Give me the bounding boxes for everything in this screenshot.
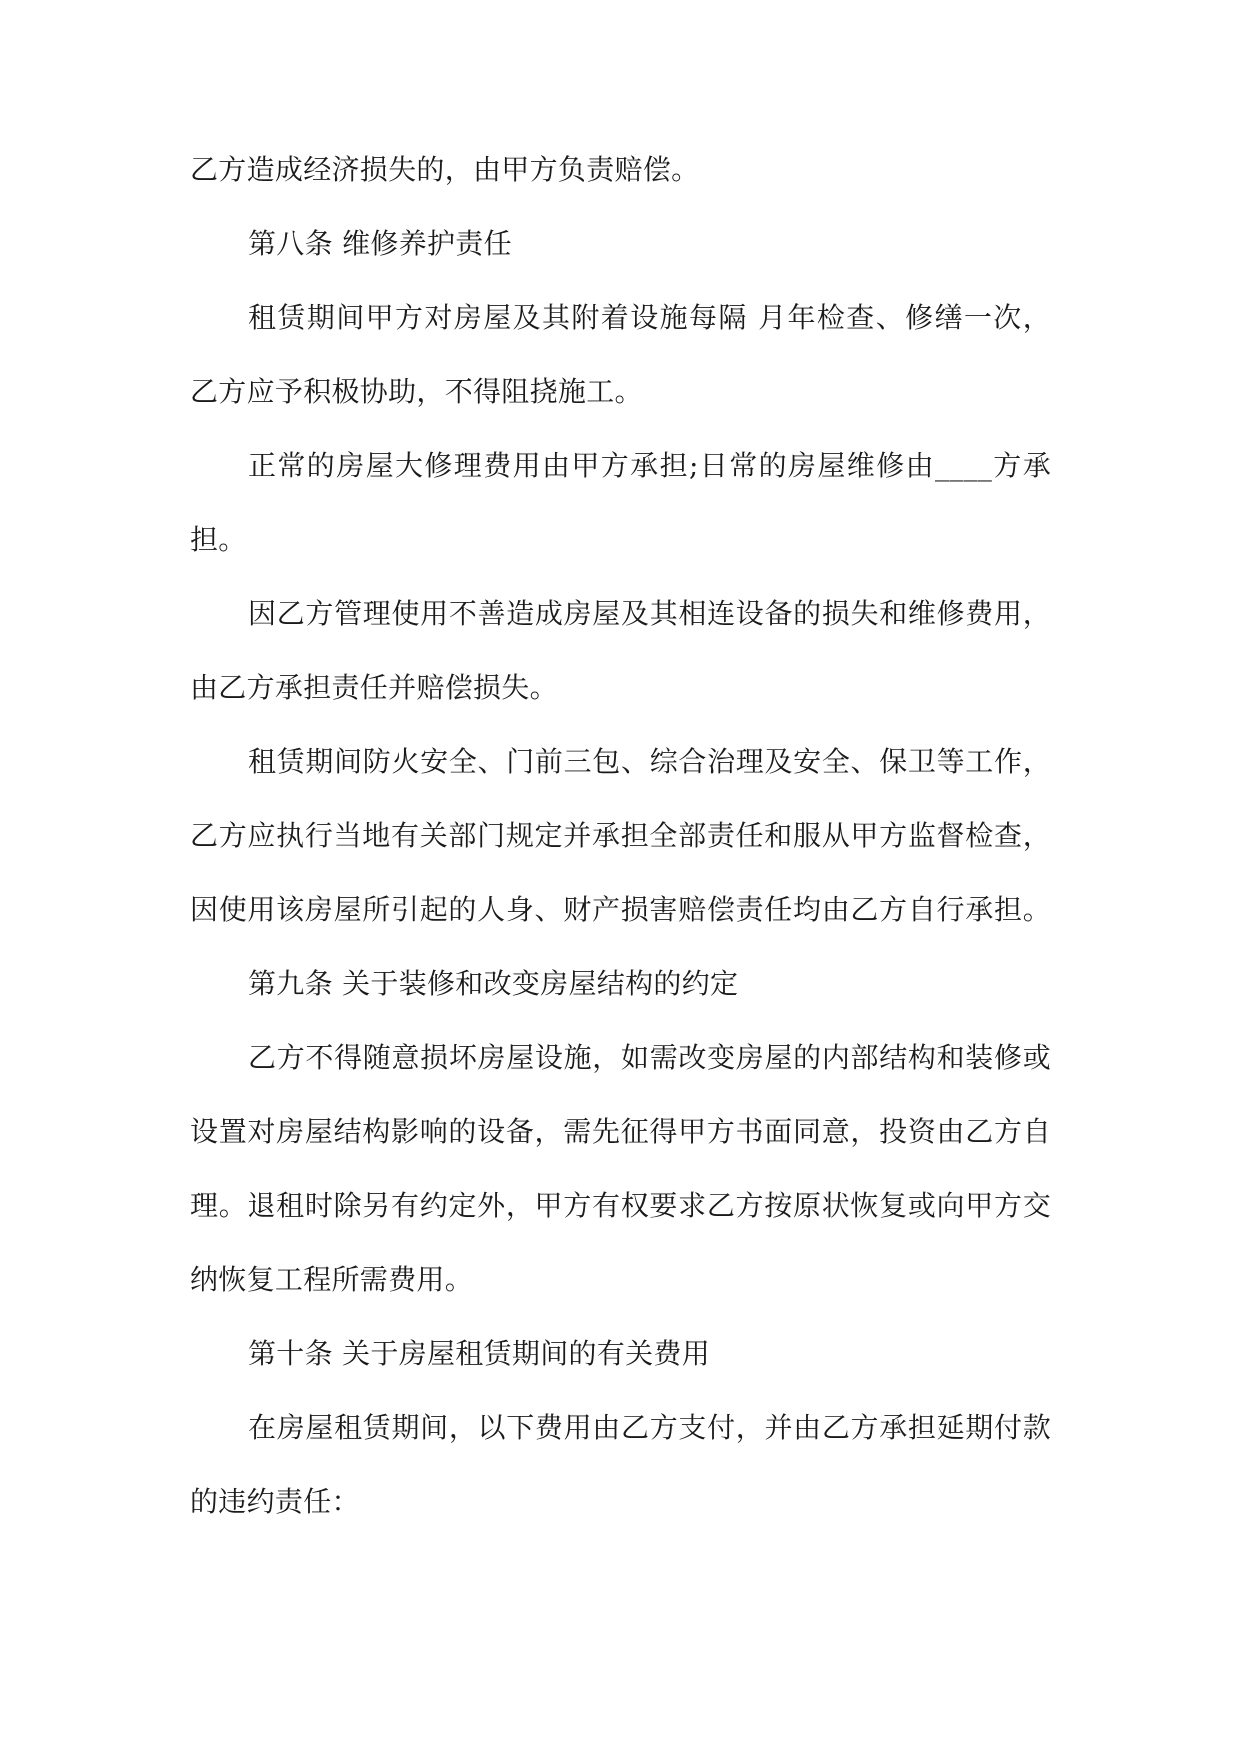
text-line-8: 由乙方承担责任并赔偿损失。 (190, 671, 558, 704)
article-10-heading: 第十条 关于房屋租赁期间的有关费用 (248, 1337, 711, 1370)
text-line-3: 租赁期间甲方对房屋及其附着设施每隔 月年检查、修缮一次， (248, 301, 1051, 334)
text-line-13: 乙方不得随意损坏房屋设施，如需改变房屋的内部结构和装修或 (248, 1041, 1051, 1074)
text-line-6: 担。 (190, 523, 247, 556)
text-line-14: 设置对房屋结构影响的设备，需先征得甲方书面同意，投资由乙方自 (190, 1115, 1051, 1148)
text-line-18: 在房屋租赁期间，以下费用由乙方支付，并由乙方承担延期付款 (248, 1411, 1051, 1444)
text-line-19: 的违约责任： (190, 1485, 360, 1518)
text-line-10: 乙方应执行当地有关部门规定并承担全部责任和服从甲方监督检查， (190, 819, 1051, 852)
text-line-4: 乙方应予积极协助，不得阻挠施工。 (190, 375, 643, 408)
text-line-5: 正常的房屋大修理费用由甲方承担;日常的房屋维修由____方承 (248, 449, 1051, 482)
text-line-16: 纳恢复工程所需费用。 (190, 1263, 474, 1296)
text-line-11: 因使用该房屋所引起的人身、财产损害赔偿责任均由乙方自行承担。 (190, 893, 1051, 926)
text-line-15: 理。退租时除另有约定外，甲方有权要求乙方按原状恢复或向甲方交 (190, 1189, 1051, 1222)
text-line-9: 租赁期间防火安全、门前三包、综合治理及安全、保卫等工作， (248, 745, 1051, 778)
article-9-heading: 第九条 关于装修和改变房屋结构的约定 (248, 967, 739, 1000)
article-8-heading: 第八条 维修养护责任 (248, 227, 512, 260)
text-line-7: 因乙方管理使用不善造成房屋及其相连设备的损失和维修费用， (248, 597, 1051, 630)
text-line-1: 乙方造成经济损失的，由甲方负责赔偿。 (190, 153, 700, 186)
